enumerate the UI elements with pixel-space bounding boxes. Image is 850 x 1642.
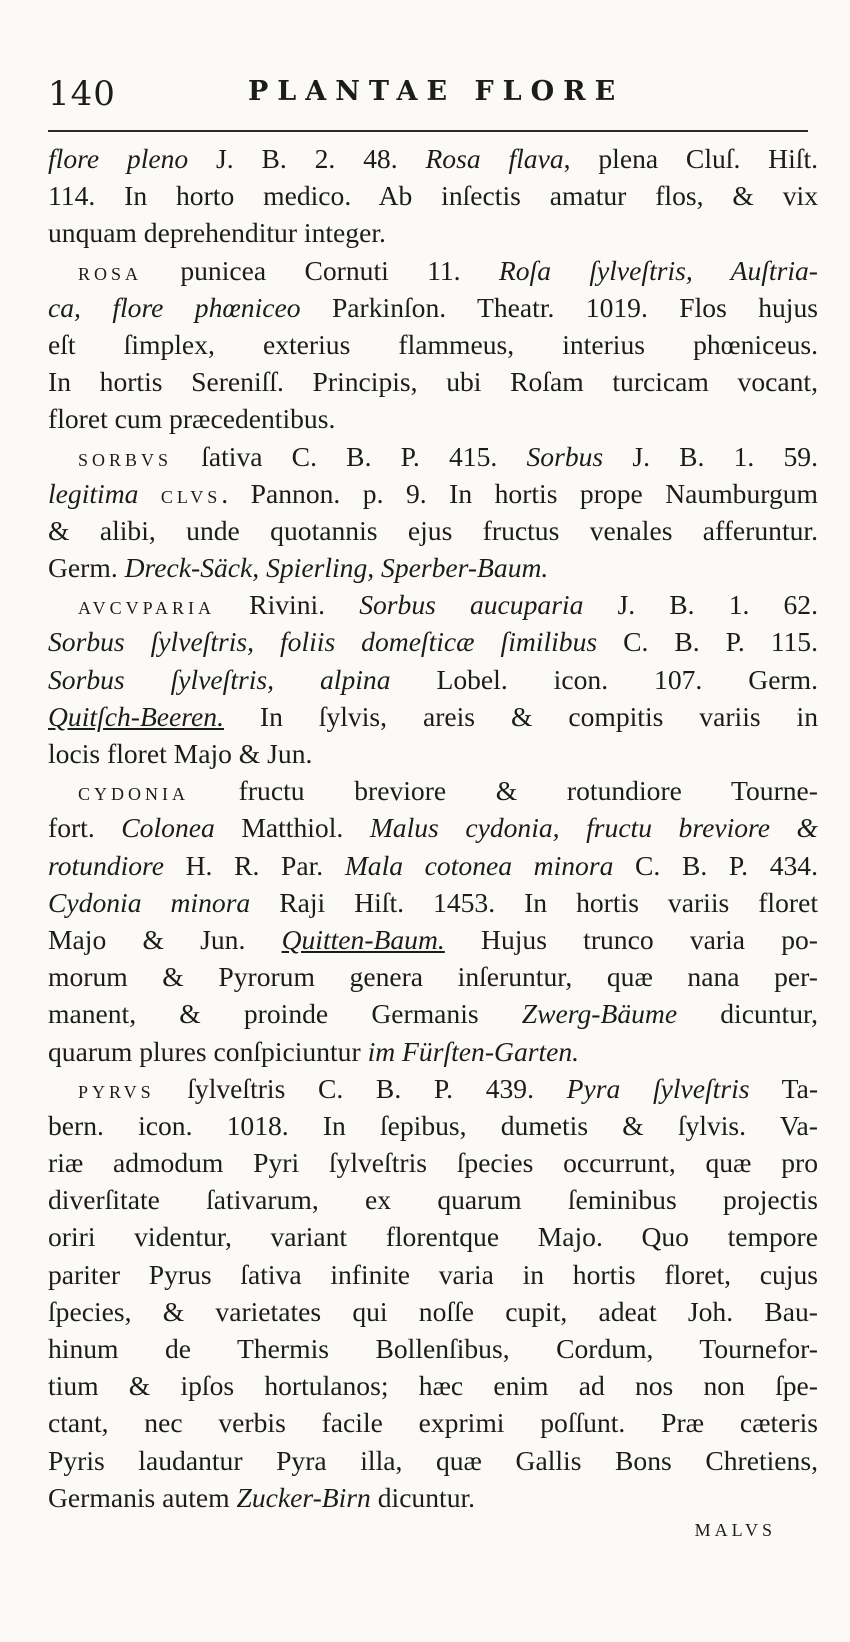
- text-segment: Majo & Jun.: [48, 923, 282, 955]
- page-number: 140: [48, 74, 116, 114]
- text-segment: In ſylvis, areis & compitis variis in: [223, 700, 818, 732]
- text-segment: Ta-: [749, 1072, 818, 1104]
- text-segment: manent, & proinde Germanis: [48, 998, 522, 1030]
- text-line: [48, 995, 818, 1032]
- text-segment: In hortis Sereniſſ. Principis, ubi Roſam turcicam vocant,: [48, 366, 818, 398]
- text-line: [48, 140, 818, 177]
- text-line: [48, 921, 818, 958]
- text-segment: pariter Pyrus ſativa infinite varia in hortis floret, cujus: [48, 1258, 818, 1290]
- text-segment: Germ.: [48, 552, 125, 584]
- text-segment: Germanis autem: [48, 1481, 237, 1513]
- text-line: [48, 289, 818, 326]
- text-line: [48, 363, 818, 400]
- text-line: [48, 958, 818, 995]
- text-segment: J. B. 1. 59.: [603, 440, 818, 472]
- text-line: [48, 623, 818, 660]
- text-line: [48, 1404, 818, 1441]
- text-segment: & alibi, unde quotannis ejus fructus venales afferuntur.: [48, 514, 818, 546]
- text-line: [48, 698, 818, 735]
- text-segment: ROSA: [78, 263, 143, 284]
- text-segment: unquam deprehenditur integer.: [48, 217, 386, 249]
- text-line: [48, 512, 818, 549]
- text-segment: legitima: [48, 477, 139, 509]
- text-segment: Roſa ſylveſtris, Auſtria-: [498, 254, 818, 286]
- text-segment: diverſitate ſativarum, ex quarum ſeminibus projectis: [48, 1184, 818, 1216]
- text-segment: Sorbus aucuparia: [359, 589, 584, 621]
- text-segment: locis floret Majo & Jun.: [48, 738, 313, 769]
- text-segment: dicuntur.: [370, 1481, 476, 1513]
- text-segment: CYDONIA: [78, 784, 189, 805]
- text-segment: Rivini.: [215, 589, 360, 621]
- text-segment: ſylveſtris C. B. P. 439.: [154, 1072, 567, 1104]
- text-segment: fort.: [48, 812, 122, 844]
- text-line: [48, 475, 818, 512]
- text-segment: morum & Pyrorum genera inſeruntur, quæ nana per-: [48, 961, 818, 993]
- text-segment: flore pleno: [48, 143, 189, 174]
- text-segment: ca, flore phœniceo: [48, 291, 301, 323]
- text-line: [48, 586, 818, 623]
- text-segment: quarum plures conſpiciuntur: [48, 1035, 368, 1067]
- text-line: [48, 1293, 818, 1330]
- text-segment: Zucker-Birn: [236, 1481, 371, 1513]
- text-segment: J. B. 1. 62.: [583, 589, 818, 621]
- text-segment: , plena Cluſ. Hiſt.: [563, 143, 818, 174]
- text-line: [48, 1330, 818, 1367]
- text-segment: C. B. P. 115.: [597, 626, 818, 658]
- text-segment: J. B. 2. 48.: [188, 143, 426, 174]
- text-segment: rotundiore: [48, 849, 164, 881]
- text-segment: Colonea: [121, 812, 215, 844]
- text-segment: Quitten-Baum.: [281, 923, 445, 955]
- text-segment: Zwerg-Bäume: [521, 998, 678, 1030]
- text-segment: Parkinſon. Theatr. 1019. Flos hujus: [300, 291, 818, 323]
- text-line: [48, 1144, 818, 1181]
- text-segment: C. B. P. 434.: [613, 849, 818, 881]
- text-segment: Sorbus: [526, 440, 604, 472]
- text-line: [48, 549, 818, 586]
- text-line: [48, 1070, 818, 1107]
- text-segment: Malus cydonia, fructu breviore &: [369, 812, 818, 844]
- text-segment: CLVS: [160, 486, 222, 507]
- text-segment: Sorbus ſylveſtris, foliis domeſticæ ſimilibus: [48, 626, 598, 658]
- text-segment: Pyra ſylveſtris: [566, 1072, 750, 1104]
- text-line: [48, 1442, 818, 1479]
- text-segment: Dreck-Säck, Spierling, Sperber-Baum.: [124, 552, 549, 584]
- text-line: [48, 400, 818, 437]
- text-segment: oriri videntur, variant florentque Majo. Quo tempore: [48, 1221, 818, 1253]
- body-text: [48, 140, 818, 1516]
- text-line: [48, 809, 818, 846]
- text-segment: ſativa C. B. P. 415.: [172, 440, 527, 472]
- text-segment: Lobel. icon. 107. Germ.: [390, 663, 818, 695]
- catchword: MALVS: [694, 1520, 776, 1540]
- text-segment: Quitſch-Beeren.: [48, 700, 224, 732]
- text-segment: [138, 478, 160, 509]
- text-segment: ſpecies, & varietates qui noſſe cupit, adeat Joh. Bau-: [48, 1295, 818, 1327]
- text-line: [48, 884, 818, 921]
- text-segment: im Fürſten-Garten.: [367, 1035, 580, 1067]
- text-line: [48, 438, 818, 475]
- page-header: [48, 66, 808, 126]
- text-line: [48, 847, 818, 884]
- text-segment: Mala cotonea minora: [344, 849, 614, 881]
- text-line: [48, 1367, 818, 1404]
- text-line: [48, 735, 818, 772]
- text-segment: riæ admodum Pyri ſylveſtris ſpecies occurrunt, quæ pro: [48, 1147, 818, 1179]
- text-segment: . Pannon. p. 9. In hortis prope Naumburgum: [221, 477, 818, 509]
- text-line: [48, 772, 818, 809]
- text-segment: bern. icon. 1018. In ſepibus, dumetis & ſylvis. Va-: [48, 1109, 818, 1141]
- running-head: PLANTAE FLORE: [248, 76, 625, 107]
- text-line: [48, 661, 818, 698]
- text-segment: hinum de Thermis Bollenſibus, Cordum, Tournefor-: [48, 1333, 818, 1364]
- text-segment: Matthiol.: [214, 812, 370, 844]
- text-line: [48, 252, 818, 289]
- text-segment: SORBVS: [78, 449, 173, 470]
- text-segment: Sorbus ſylveſtris, alpina: [48, 663, 391, 695]
- text-segment: Rosa flava: [425, 143, 564, 174]
- text-line: [48, 326, 818, 363]
- text-segment: fructu breviore & rotundiore Tourne-: [189, 775, 818, 807]
- text-line: [48, 214, 818, 251]
- text-line: [48, 1033, 818, 1070]
- text-segment: AVCVPARIA: [78, 598, 216, 619]
- text-segment: Hujus trunco varia po-: [444, 923, 818, 955]
- text-segment: 114. In horto medico. Ab inſectis amatur flos, & vix: [48, 180, 818, 212]
- text-segment: tium & ipſos hortulanos; hæc enim ad nos non ſpe-: [48, 1370, 818, 1402]
- text-segment: floret cum præcedentibus.: [48, 403, 336, 435]
- text-segment: Raji Hiſt. 1453. In hortis variis floret: [250, 886, 818, 918]
- text-line: [48, 1218, 818, 1255]
- text-segment: eſt ſimplex, exterius flammeus, interius phœniceus.: [48, 328, 818, 360]
- text-segment: ctant, nec verbis facile exprimi poſſunt. Præ cæteris: [48, 1407, 818, 1439]
- text-segment: dicuntur,: [677, 998, 818, 1030]
- header-rule: [48, 130, 808, 132]
- text-segment: Pyris laudantur Pyra illa, quæ Gallis Bons Chretiens,: [48, 1444, 818, 1476]
- text-segment: Cydonia minora: [48, 886, 251, 918]
- text-line: [48, 1256, 818, 1293]
- text-line: [48, 1107, 818, 1144]
- text-segment: H. R. Par.: [164, 849, 345, 881]
- text-line: [48, 177, 818, 214]
- text-segment: punicea Cornuti 11.: [142, 254, 499, 286]
- text-line: [48, 1479, 818, 1516]
- text-line: [48, 1181, 818, 1218]
- text-segment: PYRVS: [78, 1081, 155, 1102]
